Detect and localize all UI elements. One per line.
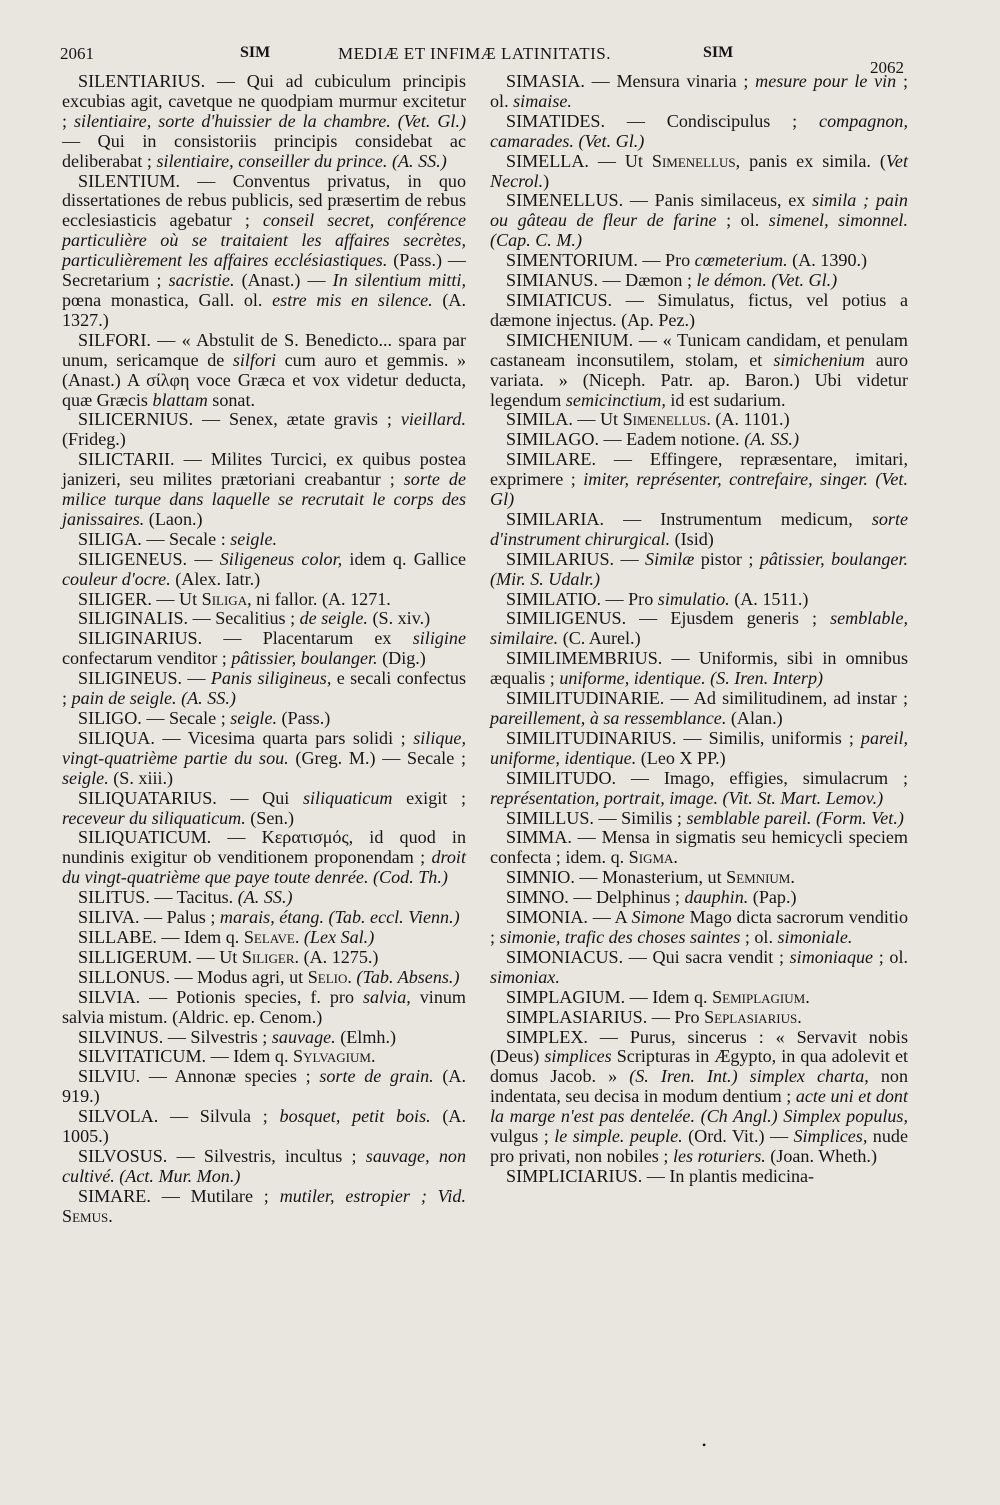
italic-text: mutiler, estropier ; Vid.: [279, 1185, 466, 1206]
italic-text: vieillard.: [400, 409, 466, 430]
italic-text: seigle.: [230, 528, 277, 549]
italic-text: siliquaticum: [302, 787, 393, 808]
entry-text: SILLABE. — Idem q.: [78, 926, 244, 947]
entry-text: SILVIU. — Annonæ species ;: [78, 1066, 320, 1087]
dictionary-entry: [490, 988, 908, 1008]
entry-text: SIMILITUDO. — Imago, effigies, simulacrum ;: [506, 767, 908, 788]
dictionary-entry: [490, 1028, 908, 1167]
entry-text: SILIGENEUS. —: [78, 548, 220, 569]
dictionary-entry: [62, 410, 466, 450]
dictionary-entry: [490, 888, 908, 908]
entry-text: SIMILITUDINARIUS. — Similis, uniformis ;: [506, 727, 861, 748]
dictionary-entry: [490, 689, 908, 729]
italic-text: sauvage.: [271, 1026, 336, 1047]
italic-text: sauvage, non cultivé. (Act. Mur. Mon.): [62, 1145, 466, 1186]
dictionary-entry: [490, 430, 908, 450]
cross-reference: Sylvagium: [293, 1046, 371, 1067]
dictionary-entry: [62, 450, 466, 530]
entry-text: (Pass.) — Secretarium ;: [62, 250, 466, 291]
italic-text: simulatio.: [657, 588, 730, 609]
dictionary-entry: [62, 828, 466, 888]
entry-text: pistor ;: [694, 548, 760, 569]
italic-text: sorte de milice turque dans laquelle se recrutait le corps des janissaires.: [62, 469, 466, 529]
italic-text: estre mis en silence.: [272, 289, 433, 310]
italic-text: siligine: [412, 628, 466, 649]
entry-text: SIMARE. — Mutilare ;: [78, 1185, 280, 1206]
dictionary-entry: [490, 72, 908, 112]
entry-text: confectarum venditor ;: [62, 648, 232, 669]
entry-text: .: [370, 1046, 376, 1067]
italic-text: (A. SS.): [237, 887, 293, 908]
entry-text: cum auro et gemmis. » (Anast.) A σίλφη voce Græca et vox videtur deducta, quæ Græcis: [62, 349, 466, 410]
italic-text: receveur du siliquaticum.: [62, 807, 246, 828]
italic-text: blattam: [152, 389, 208, 410]
entry-text: SILIGINARIUS. — Placentarum ex: [78, 628, 413, 649]
cross-reference: Simenellus: [622, 409, 707, 430]
entry-text: (S. xiv.): [367, 608, 431, 629]
dictionary-entry: [62, 888, 466, 908]
entry-text: SILICERNIUS. — Senex, ætate gravis ;: [78, 409, 401, 430]
entry-text: (Alex. Iatr.): [170, 568, 261, 589]
entry-text: nude pro privati, non nobiles ;: [490, 1126, 908, 1166]
cross-reference: Semnium: [726, 867, 791, 888]
italic-text: Simone: [631, 907, 685, 928]
entry-text: SIMILARIA. — Instrumentum medicum,: [506, 508, 872, 529]
entry-text: SILVITATICUM. — Idem q.: [78, 1046, 293, 1067]
dictionary-entry: [62, 988, 466, 1028]
entry-text: (C. Aurel.): [558, 628, 641, 649]
italic-text: de seigle.: [299, 608, 368, 629]
entry-text: SILIQUATICUM. — Κερατισμός, id quod in nundinis exigitur ob venditionem proponendam ;: [62, 827, 466, 868]
entry-text: vinum salvia mistum. (Aldric. ep. Cenom.): [62, 986, 467, 1027]
dictionary-entry: [62, 928, 466, 948]
dictionary-entry: [62, 789, 466, 829]
cross-reference: Simenellus: [651, 150, 736, 171]
italic-text: semblable pareil. (Form. Vet.): [686, 807, 904, 828]
cross-reference: Seplasiarius: [704, 1006, 798, 1027]
dictionary-entry: [62, 1067, 466, 1107]
dictionary-entry: [490, 112, 908, 152]
entry-text: .: [790, 867, 795, 888]
entry-text: exigit ;: [392, 787, 466, 808]
entry-text: (A. 919.): [62, 1066, 467, 1107]
italic-text: (Tab. Absens.): [356, 966, 460, 987]
cross-reference: Siliga: [201, 588, 248, 609]
italic-text: salvia,: [363, 986, 411, 1007]
italic-text: simichenium: [773, 349, 865, 370]
entry-text: (Elmh.): [335, 1026, 397, 1047]
entry-text: SIMILITUDINARIE. — Ad similitudinem, ad instar ;: [506, 688, 908, 709]
entry-text: , panis ex simila. (: [735, 150, 886, 171]
italic-text: compagnon, camarades. (Vet. Gl.): [490, 110, 908, 151]
entry-text: SILVINUS. — Silvestris ;: [78, 1026, 272, 1047]
dictionary-entry: [62, 968, 466, 988]
entry-text: ; ol.: [490, 71, 908, 111]
entry-text: SILVOSUS. — Silvestris, incultus ;: [78, 1145, 366, 1166]
entry-text: (Joan. Wheth.): [765, 1145, 877, 1166]
entry-text: (Greg. M.) — Secale ;: [288, 747, 466, 768]
entry-text: SIMPLEX. — Purus, sincerus : « Servavit nobis (Deus): [490, 1026, 908, 1067]
entry-text: SILLIGERUM. — Ut: [78, 946, 242, 967]
entry-text: . (A. 1101.): [706, 409, 790, 430]
right-column: [490, 72, 908, 1187]
entry-text: SILIGA. — Secale :: [78, 528, 231, 549]
entry-text: SILFORI. — « Abstulit de S. Benedicto... spara par unum, sericamque de: [62, 329, 466, 370]
italic-text: Vet Necrol.: [490, 150, 908, 191]
cross-reference: Selave: [243, 926, 295, 947]
italic-text: semblable, similaire.: [490, 608, 908, 649]
entry-text: .: [347, 966, 357, 987]
entry-text: ; ol.: [740, 926, 778, 947]
entry-text: (A. 1327.): [62, 289, 466, 330]
cross-reference: Semus: [62, 1205, 109, 1226]
entry-text: SILLONUS. — Modus agri, ut: [78, 966, 308, 987]
italic-text: uniforme, identique. (S. Iren. Interp): [559, 668, 824, 689]
dictionary-entry: [490, 291, 908, 331]
entry-text: SIMELLA. — Ut: [506, 150, 652, 171]
entry-text: SIMIATICUS. — Simulatus, fictus, vel potius a dæmone injectus. (Ap. Pez.): [490, 289, 908, 330]
italic-text: semicinctium,: [565, 389, 666, 410]
entry-text: ; ol.: [716, 210, 769, 231]
dictionary-entry: [490, 649, 908, 689]
entry-text: (A. 1005.): [62, 1106, 466, 1147]
italic-text: imiter, représenter, contrefaire, singer. (Vet. Gl): [490, 469, 908, 510]
italic-text: seigle.: [62, 767, 109, 788]
dictionary-entry: [62, 948, 466, 968]
italic-text: marais, étang. (Tab. eccl. Vienn.): [219, 907, 460, 928]
italic-text: pareillement, à sa ressemblance.: [490, 708, 727, 728]
dictionary-entry: [62, 729, 466, 789]
page-number-left: 2061: [60, 44, 94, 63]
italic-text: simoniale.: [777, 926, 853, 947]
dictionary-entry: [490, 769, 908, 809]
dictionary-entry: [62, 590, 466, 610]
entry-text: SILIGO. — Secale ;: [78, 708, 231, 728]
italic-text: pâtissier, boulanger.: [231, 648, 378, 669]
italic-text: simplices: [544, 1046, 612, 1067]
entry-text: SIMONIA. — A: [506, 907, 632, 928]
dictionary-entry: [490, 609, 908, 649]
entry-text: (S. xiii.): [108, 767, 174, 788]
entry-text: SILENTIARIUS. — Qui ad cubiculum principis excubias agit, cavetque ne quodpiam murmur excitetur ;: [62, 71, 466, 131]
italic-text: silentiaire, sorte d'huissier de la chambre. (Vet. Gl.): [74, 110, 466, 131]
cross-reference: Siliger: [241, 946, 295, 967]
italic-text: droit du vingt-quatrième que paye toute denrée. (Cod. Th.): [62, 847, 466, 888]
entry-text: (Frideg.): [62, 429, 126, 450]
dictionary-entry: [490, 590, 908, 610]
dictionary-entry: [62, 709, 466, 729]
entry-text: (Leo X PP.): [636, 747, 726, 768]
dictionary-entry: [490, 550, 908, 590]
italic-text: les roturiers.: [672, 1145, 766, 1166]
dictionary-entry: [62, 1187, 466, 1227]
entry-text: SIMNIO. — Monasterium, ut: [506, 867, 727, 888]
dictionary-entry: [62, 1028, 466, 1048]
dictionary-entry: [62, 609, 466, 629]
entry-text: vulgus ;: [490, 1126, 555, 1147]
italic-text: mesure pour le vin: [755, 71, 897, 91]
entry-text: SIMASIA. — Mensura vinaria ;: [506, 71, 756, 91]
entry-text: .: [805, 986, 810, 1007]
entry-text: non indentata, seu decisa in modum dentium ;: [490, 1066, 909, 1107]
italic-text: bosquet, petit bois.: [279, 1106, 431, 1127]
entry-text: SILIQUATARIUS. — Qui: [78, 787, 303, 808]
entry-text: SIMMA. — Mensa in sigmatis seu hemicycli speciem confecta ; idem. q.: [490, 827, 908, 868]
dictionary-entry: [490, 251, 908, 271]
italic-text: (Lex Sal.): [303, 926, 375, 947]
dictionary-entry: [62, 1147, 466, 1187]
entry-text: .: [108, 1205, 113, 1226]
dictionary-entry: [490, 948, 908, 988]
italic-text: silfori: [232, 349, 277, 370]
ornament-mark: •: [702, 1438, 707, 1452]
entry-text: SIMPLASIARIUS. — Pro: [506, 1006, 705, 1027]
entry-text: SIMILARE. — Effingere, repræsentare, imitari, exprimere ;: [490, 449, 908, 490]
italic-text: cœmeterium.: [694, 250, 788, 271]
entry-text: idem q. Gallice: [342, 548, 467, 569]
italic-text: sorte de grain.: [319, 1066, 434, 1087]
entry-text: (Alan.): [726, 708, 783, 728]
dictionary-entry: [62, 72, 466, 172]
entry-text: SILVOLA. — Silvula ;: [78, 1106, 280, 1127]
entry-text: (Laon.): [144, 508, 203, 529]
italic-text: (A. SS.): [744, 429, 799, 450]
entry-text: .: [294, 926, 304, 947]
entry-text: sonat.: [207, 389, 256, 410]
dictionary-entry: [490, 868, 908, 888]
entry-text: . (A. 1275.): [294, 946, 379, 967]
entry-text: SIMILA. — Ut: [506, 409, 623, 430]
entry-text: SIMILLUS. — Similis ;: [506, 807, 687, 828]
italic-text: simoniaque: [789, 946, 874, 967]
dictionary-entry: [62, 172, 466, 331]
dictionary-entry: [62, 908, 466, 928]
dictionary-entry: [62, 669, 466, 709]
entry-text: (A. 1390.): [787, 250, 868, 271]
italic-text: pain de seigle. (A. SS.): [71, 688, 236, 709]
entry-text: SILIGINALIS. — Secalitius ;: [78, 608, 300, 629]
entry-text: Mago dicta sacrorum venditio ;: [490, 907, 908, 947]
italic-text: pareil, uniforme, identique.: [490, 727, 908, 768]
dictionary-entry: [490, 152, 908, 192]
italic-text: In silentium mitti,: [332, 270, 466, 291]
entry-text: SILIGINEUS. —: [78, 668, 211, 689]
entry-text: (Pass.): [277, 708, 331, 728]
page-number-right: 2062: [870, 58, 904, 77]
italic-text: simonie, trafic des choses saintes: [499, 926, 741, 947]
entry-text: SILIVA. — Palus ;: [78, 907, 220, 928]
entry-text: SIMPLICIARIUS. — In plantis medicina-: [506, 1165, 815, 1186]
italic-text: (S. Iren. Int.) simplex charta,: [629, 1066, 869, 1087]
left-column: [62, 72, 466, 1227]
entry-text: SILIQUA. — Vicesima quarta pars solidi ;: [78, 727, 414, 748]
dictionary-entry: [62, 331, 466, 411]
dictionary-entry: [62, 1107, 466, 1147]
dictionary-entry: [62, 1047, 466, 1067]
dictionary-entry: [490, 191, 908, 251]
entry-text: SILICTARII. — Milites Turcici, ex quibus postea janizeri, seu milites prætoriani creabantur ;: [62, 449, 466, 490]
italic-text: Similæ: [645, 548, 695, 569]
entry-text: SIMILIGENUS. — Ejusdem generis ;: [506, 608, 831, 629]
entry-text: id est sudarium.: [665, 389, 786, 410]
entry-text: SIMICHENIUM. — « Tunicam candidam, et penulam castaneam inconsutilem, stolam, et: [490, 329, 908, 370]
dictionary-entry: [490, 331, 908, 411]
running-head-right: SIM: [703, 44, 734, 61]
entry-text: .: [673, 847, 678, 868]
entry-text: SIMILARIUS. —: [506, 548, 646, 569]
dictionary-entry: [490, 450, 908, 510]
dictionary-entry: [490, 410, 908, 430]
italic-text: simaise.: [513, 90, 572, 111]
cross-reference: Semiplagium: [712, 986, 806, 1007]
cross-reference: Selio: [307, 966, 348, 987]
italic-text: seigle.: [230, 708, 277, 728]
entry-text: (Sen.): [245, 807, 294, 828]
italic-text: pâtissier, boulanger. (Mir. S. Udalr.): [490, 548, 909, 589]
entry-text: (Pap.): [748, 887, 797, 908]
italic-text: le simple. peuple.: [554, 1126, 683, 1147]
italic-text: représentation, portrait, image. (Vit. St. Mart. Lemov.): [490, 787, 884, 808]
entry-text: (Anast.) —: [234, 270, 333, 291]
entry-text: SIMENELLUS. — Panis similaceus, ex: [506, 190, 813, 211]
italic-text: couleur d'ocre.: [62, 568, 171, 589]
dictionary-entry: [490, 729, 908, 769]
dictionary-entry: [490, 510, 908, 550]
entry-text: SIMILAGO. — Eadem notione.: [506, 429, 745, 450]
entry-text: SIMATIDES. — Condiscipulus ;: [506, 110, 820, 131]
dictionary-entry: [490, 809, 908, 829]
entry-text: SIMONIACUS. — Qui sacra vendit ;: [506, 946, 790, 967]
entry-text: SIMILATIO. — Pro: [506, 588, 658, 609]
cross-reference: Sigma: [628, 847, 674, 868]
italic-text: Simplices,: [793, 1126, 868, 1147]
italic-text: silique, vingt-quatrième partie du sou.: [62, 727, 466, 768]
dictionary-entry: [62, 629, 466, 669]
italic-text: sorte d'instrument chirurgical.: [490, 508, 908, 549]
entry-text: SILENTIUM. — Conventus privatus, in quo dissertationes de rebus publicis, sed præsertim de rebus ecclesiasticis agebatur ;: [62, 170, 466, 231]
italic-text: le démon. (Vet. Gl.): [696, 270, 838, 291]
dictionary-entry: [62, 550, 466, 590]
italic-text: sacristie.: [168, 270, 235, 291]
entry-text: (A. 1511.): [729, 588, 809, 609]
italic-text: silentiaire, conseiller du prince. (A. SS.): [156, 150, 447, 171]
entry-text: e secali confectus ;: [62, 668, 467, 709]
entry-text: SIMILIMEMBRIUS. — Uniformis, sibi in omnibus æqualis ;: [490, 648, 908, 689]
italic-text: acte uni et dont la marge n'est pas dentelée. (Ch Angl.) Simplex populus,: [490, 1086, 908, 1127]
running-title: MEDIÆ ET INFIMÆ LATINITATIS.: [338, 44, 611, 63]
running-head-left: SIM: [240, 44, 271, 61]
entry-text: pœna monastica, Gall. ol.: [62, 289, 273, 310]
entry-text: ; ol.: [873, 946, 908, 967]
entry-text: SIMIANUS. — Dæmon ;: [506, 270, 697, 291]
italic-text: dauphin.: [684, 887, 749, 908]
dictionary-entry: [62, 530, 466, 550]
italic-text: simenel, simonnel. (Cap. C. M.): [490, 210, 908, 251]
entry-text: SIMPLAGIUM. — Idem q.: [506, 986, 713, 1007]
dictionary-entry: [490, 1167, 908, 1187]
entry-text: SILVIA. — Potionis species, f. pro: [78, 986, 364, 1007]
entry-text: (Dig.): [377, 648, 426, 669]
entry-text: (Isid): [670, 528, 714, 549]
entry-text: — Qui in consistoriis principis considebat ac deliberabat ;: [62, 130, 466, 171]
entry-text: , ni fallor. (A. 1271.: [247, 588, 391, 609]
dictionary-entry: [490, 1008, 908, 1028]
entry-text: SILITUS. — Tacitus.: [78, 887, 238, 908]
dictionary-entry: [490, 271, 908, 291]
italic-text: simila ; pain ou gâteau de fleur de farine: [490, 190, 908, 231]
italic-text: simoniax.: [490, 966, 560, 987]
dictionary-entry: [490, 908, 908, 948]
entry-text: ): [543, 170, 550, 191]
italic-text: conseil secret, conférence particulière où se traitaient les affaires secrètes, particulièrement les affaires ecclésiastiques.: [62, 210, 466, 271]
entry-text: SILIGER. — Ut: [78, 588, 202, 609]
dictionary-entry: [490, 828, 908, 868]
italic-text: Panis siligineus,: [210, 668, 332, 689]
entry-text: .: [797, 1006, 802, 1027]
entry-text: SIMENTORIUM. — Pro: [506, 250, 695, 271]
entry-text: SIMNO. — Delphinus ;: [506, 887, 685, 908]
entry-text: Scripturas in Ægypto, in qua adolevit et domus Jacob. »: [490, 1046, 909, 1087]
entry-text: auro variata. » (Niceph. Patr. ap. Baron.) Ubi videtur legendum: [490, 349, 908, 410]
entry-text: (Ord. Vit.) —: [682, 1126, 794, 1147]
italic-text: Siligeneus color,: [219, 548, 343, 569]
